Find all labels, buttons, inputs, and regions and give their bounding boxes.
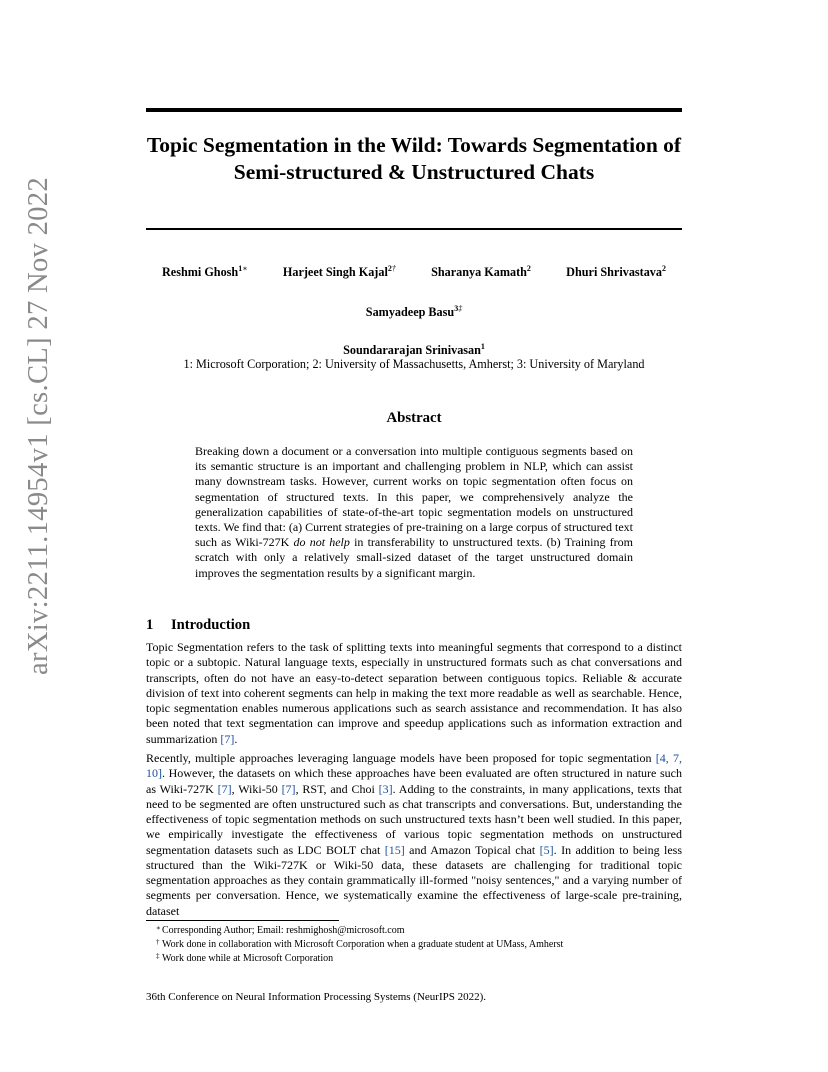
author-1: Reshmi Ghosh$^{1∗}$ — [162, 264, 248, 280]
author-5: Samyadeep Basu$^{3\ddagger}$ — [365, 304, 463, 320]
author-4: Dhuri Shrivastava$^2$ — [566, 264, 666, 280]
title-top-rule — [146, 108, 682, 112]
affiliations: 1: Microsoft Corporation; 2: University of Massachusetts, Amherst; 3: University of Maryland — [183, 357, 645, 371]
arxiv-identifier-stamp: arXiv:2211.14954v1 [cs.CL] 27 Nov 2022 — [23, 177, 54, 675]
author-3: Sharanya Kamath$^2$ — [431, 264, 531, 280]
citation-link[interactable]: [3] — [378, 781, 393, 796]
footnote-2: † Work done in collaboration with Microsoft Corporation when a graduate student at UMass, Amherst — [156, 938, 564, 950]
footnote-rule — [146, 920, 339, 921]
title-bottom-rule — [146, 228, 682, 230]
footnote-3: ‡ Work done while at Microsoft Corporation — [156, 952, 334, 964]
citation-link[interactable]: [5] — [539, 842, 554, 857]
footnote-1: ∗ Corresponding Author; Email: reshmighosh@microsoft.com — [156, 924, 405, 936]
citation-link[interactable]: [7] — [220, 731, 235, 746]
author-row-1 — [146, 264, 682, 280]
abstract-body: Breaking down a document or a conversation into multiple contiguous segments based on its semantic structure is an important and challenging problem in NLP, which can assist many downstream tasks. However, current works on topic segmentation often focus on segmentation of structured texts. In this paper, we comprehensively analyze the generalization capabilities of state-of-the-art topic segmentation models on unstructured texts. We find that: (a) Current strategies of pre-training on a large corpus of structured text such as Wiki-727K do not help in transferability to unstructured texts. (b) Training from scratch with only a relatively small-sized dataset of the target unstructured domain improves the segmentation results by a significant margin. — [195, 444, 634, 580]
abstract-heading: Abstract — [386, 410, 442, 426]
author-6: Soundararajan Srinivasan$^1$ — [343, 342, 485, 358]
abstract-emphasis: do not help — [293, 535, 350, 550]
section-heading-introduction: 1 Introduction — [146, 617, 251, 633]
citation-link[interactable]: [7] — [217, 781, 232, 796]
paper-title: Topic Segmentation in the Wild: Towards Segmentation of Semi-structured & Unstructured Chats — [146, 133, 682, 184]
intro-paragraph-2: Recently, multiple approaches leveraging language models have been proposed for topic segmentation [4, 7, 10]. However, the datasets on which these approaches have been evaluated are often structured in nature such as Wiki-727K [7], Wiki-50 [7], RST, and Choi [3]. Adding to the constraints, in many applications, texts that need to be segmented are often unstructured such as chat transcripts and conversations. But, understanding the effectiveness of topic segmentation methods on such unstructured texts hasn’t been well studied. In this paper, we empirically investigate the effectiveness of various topic segmentation methods on unstructured segmentation datasets such as LDC BOLT chat [15] and Amazon Topical chat [5]. In addition to being less structured than the Wiki-727K or Wiki-50 data, these datasets are challenging for traditional topic segmentation approaches as they contain grammatically ill-formed "noisy sentences," and a varying number of segments per conversation. Hence, we systematically examine the effectiveness of large-scale pre-training, dataset — [146, 751, 683, 918]
citation-link[interactable]: [7] — [281, 781, 296, 796]
citation-link[interactable]: [15] — [384, 842, 405, 857]
conference-footer: 36th Conference on Neural Information Processing Systems (NeurIPS 2022). — [146, 991, 487, 1003]
author-2: Harjeet Singh Kajal$^{2\dagger}$ — [282, 264, 396, 280]
intro-paragraph-1: Topic Segmentation refers to the task of splitting texts into meaningful segments that correspond to a distinct topic or a subtopic. Natural language texts, especially in unstructured formats such as chat conversations and transcripts, often do not have an easy-to-detect separation between contiguous topics. Reliable & accurate division of text into coherent segments can help in making the text more readable as well as searchable. Hence, topic segmentation enables numerous applications such as search assistance and recommendation. It has also been noted that text segmentation can improve and speedup applications such as information extraction and summarization [7]. — [146, 640, 682, 746]
citation-link[interactable]: [4, 7, 10] — [146, 751, 682, 781]
